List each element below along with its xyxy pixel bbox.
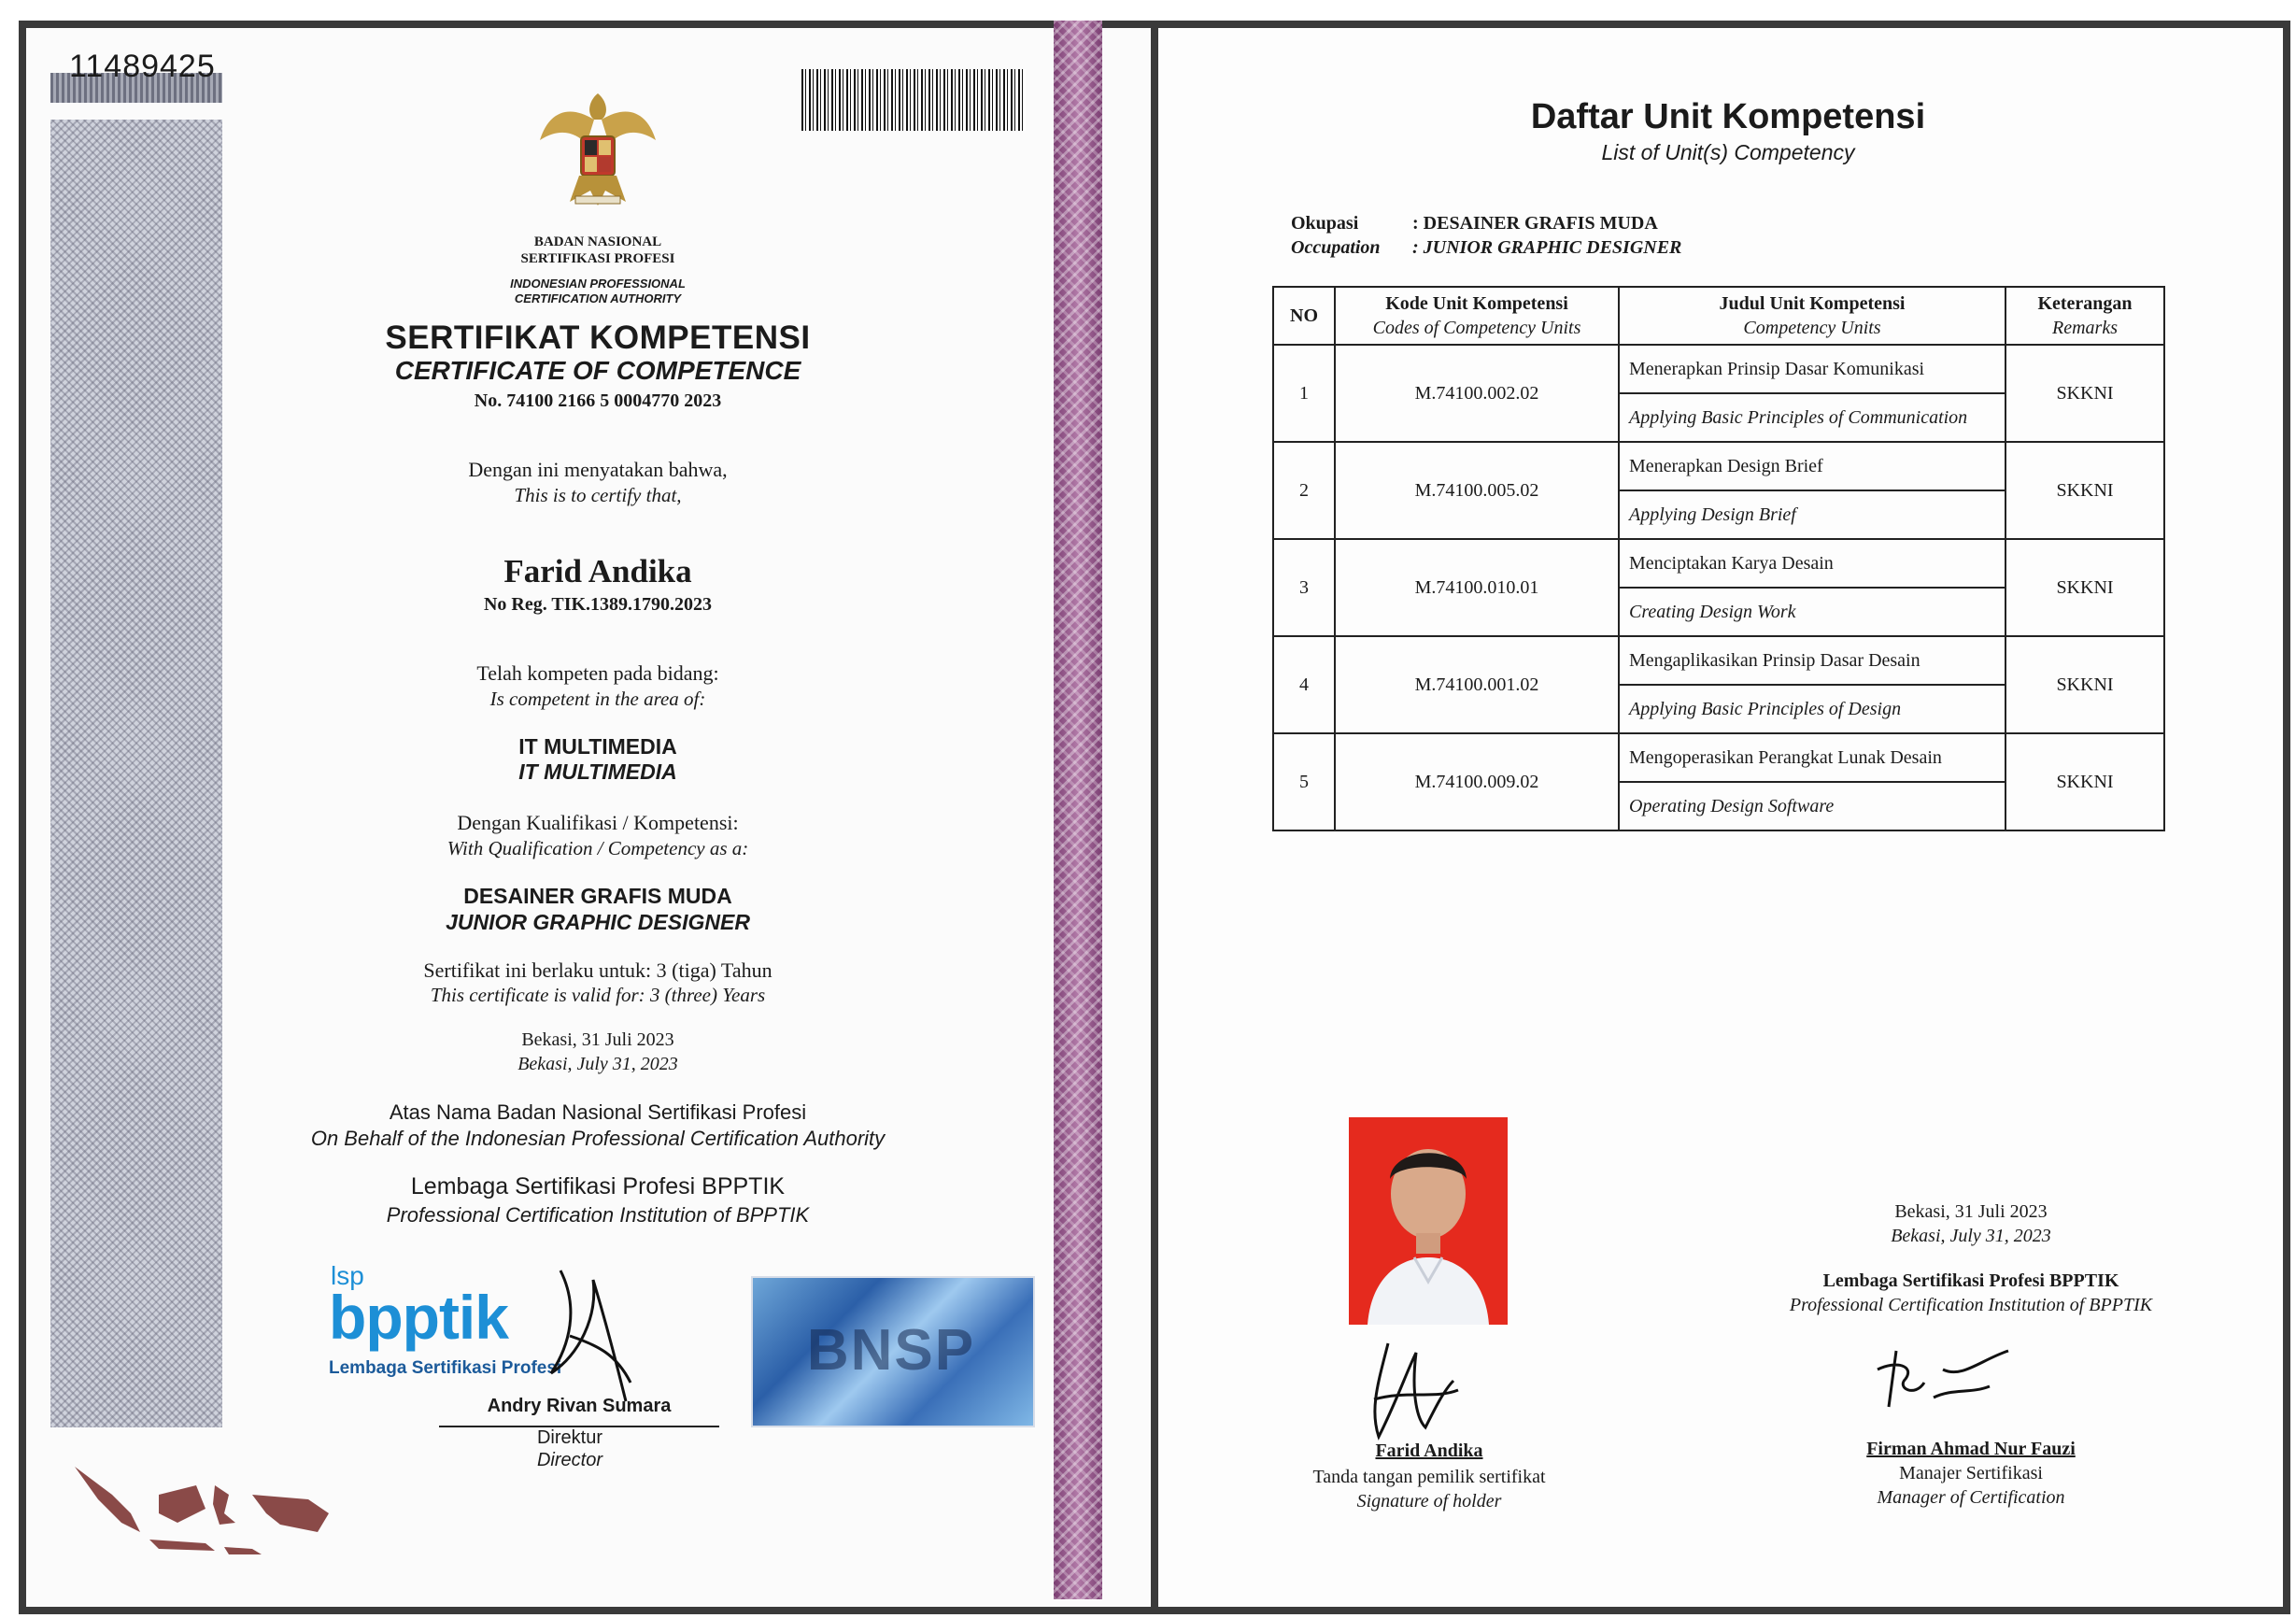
table-row [1273, 539, 2164, 588]
holder-signature-name: Farid Andika [1375, 1441, 1483, 1461]
table-header-row [1273, 287, 2164, 345]
row-title: Mengoperasikan Perangkat Lunak Desain [1619, 733, 2005, 782]
list-issue-date: Bekasi, 31 Juli 2023 [1894, 1201, 2048, 1222]
certificate-title-en: CERTIFICATE OF COMPETENCE [394, 356, 801, 385]
indonesia-map-icon [65, 1457, 336, 1560]
competency-list-title: Daftar Unit Kompetensi [1530, 97, 1926, 136]
occupation-label-en: Occupation [1291, 237, 1381, 258]
certify-text: Dengan ini menyatakan bahwa, [468, 458, 728, 481]
row-title: Menerapkan Design Brief [1619, 442, 2005, 490]
occupation-value: : DESAINER GRAFIS MUDA [1412, 213, 1658, 234]
lsp-logo-prefix: lsp [331, 1261, 364, 1290]
qualification-label-en: With Qualification / Competency as a: [446, 837, 749, 859]
table-row [1273, 442, 2164, 490]
competent-text-en: Is competent in the area of: [489, 688, 706, 710]
holder-photo [1349, 1117, 1508, 1325]
lsp-name: Lembaga Sertifikasi Profesi BPPTIK [410, 1173, 786, 1199]
security-guilloche-strip [50, 120, 222, 1427]
competency-units-table [1272, 286, 2165, 831]
row-title: Menciptakan Karya Desain [1619, 539, 2005, 588]
row-code: M.74100.010.01 [1335, 539, 1619, 636]
certificate-title: SERTIFIKAT KOMPETENSI [385, 319, 811, 356]
certify-text-en: This is to certify that, [514, 484, 682, 506]
list-issue-date-en: Bekasi, July 31, 2023 [1891, 1226, 2051, 1246]
agency-name-en: INDONESIAN PROFESSIONAL CERTIFICATION AUTHORITY [510, 277, 686, 305]
row-remarks: SKKNI [2005, 733, 2164, 830]
occupation-value-en: : JUNIOR GRAPHIC DESIGNER [1412, 237, 1682, 258]
manager-name: Firman Ahmad Nur Fauzi [1866, 1439, 2076, 1459]
row-code: M.74100.005.02 [1335, 442, 1619, 539]
table-row [1273, 345, 2164, 393]
serial-number: 11489425 [69, 49, 216, 84]
row-title-en: Operating Design Software [1619, 782, 2005, 830]
validity-text: Sertifikat ini berlaku untuk: 3 (tiga) Tahun [423, 958, 772, 982]
row-no: 5 [1273, 733, 1335, 830]
row-code: M.74100.002.02 [1335, 345, 1619, 442]
hologram-text: BNSP [806, 1318, 976, 1383]
header-title: Judul Unit Kompetensi Competency Units [1619, 287, 2005, 345]
holder-name: Farid Andika [503, 553, 692, 589]
row-remarks: SKKNI [2005, 442, 2164, 539]
certificate-number: No. 74100 2166 5 0004770 2023 [474, 390, 722, 411]
qualification-label: Dengan Kualifikasi / Kompetensi: [457, 811, 739, 834]
person-portrait-icon [1349, 1117, 1508, 1325]
director-name: Andry Rivan Sumara [487, 1396, 672, 1416]
row-code: M.74100.009.02 [1335, 733, 1619, 830]
row-remarks: SKKNI [2005, 636, 2164, 733]
row-title: Menerapkan Prinsip Dasar Komunikasi [1619, 345, 2005, 393]
competency-list-title-en: List of Unit(s) Competency [1601, 140, 1855, 164]
competent-text: Telah kompeten pada bidang: [476, 661, 719, 685]
director-title: Direktur [536, 1427, 602, 1448]
row-no: 4 [1273, 636, 1335, 733]
competency-field: IT MULTIMEDIA [518, 734, 677, 759]
on-behalf-text-en: On Behalf of the Indonesian Professional Certification Authority [310, 1127, 886, 1150]
on-behalf-text: Atas Nama Badan Nasional Sertifikasi Profesi [389, 1100, 807, 1124]
header-code: Kode Unit Kompetensi Codes of Competency Units [1335, 287, 1619, 345]
manager-title-en: Manager of Certification [1877, 1487, 2065, 1508]
row-no: 3 [1273, 539, 1335, 636]
manager-signature-icon [1868, 1341, 2018, 1426]
bpptik-logo: bpptik [329, 1283, 508, 1352]
row-title-en: Creating Design Work [1619, 588, 2005, 636]
competency-field-en: IT MULTIMEDIA [518, 759, 677, 784]
header-remarks: Keterangan Remarks [2005, 287, 2164, 345]
bpptik-logo-caption: Lembaga Sertifikasi Profesi [329, 1358, 562, 1378]
row-title-en: Applying Basic Principles of Communication [1619, 393, 2005, 442]
holder-signature-caption-en: Signature of holder [1356, 1491, 1502, 1512]
security-side-band [1054, 21, 1102, 1599]
qualification-title: DESAINER GRAFIS MUDA [463, 884, 732, 908]
occupation-label: Okupasi [1291, 213, 1359, 234]
table-row [1273, 733, 2164, 782]
issue-date-en: Bekasi, July 31, 2023 [517, 1054, 678, 1074]
list-lsp-name: Lembaga Sertifikasi Profesi BPPTIK [1822, 1270, 2119, 1291]
qualification-title-en: JUNIOR GRAPHIC DESIGNER [446, 910, 750, 934]
holder-signature-caption: Tanda tangan pemilik sertifikat [1312, 1467, 1546, 1487]
row-remarks: SKKNI [2005, 345, 2164, 442]
table-row [1273, 636, 2164, 685]
row-title: Mengaplikasikan Prinsip Dasar Desain [1619, 636, 2005, 685]
garuda-emblem-icon [532, 82, 663, 213]
validity-text-en: This certificate is valid for: 3 (three) Years [430, 984, 766, 1006]
row-title-en: Applying Basic Principles of Design [1619, 685, 2005, 733]
director-title-en: Director [536, 1450, 602, 1470]
row-no: 2 [1273, 442, 1335, 539]
registration-number: No Reg. TIK.1389.1790.2023 [483, 594, 713, 615]
row-remarks: SKKNI [2005, 539, 2164, 636]
row-no: 1 [1273, 345, 1335, 442]
header-no: NO [1273, 287, 1335, 345]
holder-signature-icon [1360, 1334, 1463, 1446]
row-title-en: Applying Design Brief [1619, 490, 2005, 539]
row-code: M.74100.001.02 [1335, 636, 1619, 733]
list-lsp-name-en: Professional Certification Institution of BPPTIK [1789, 1295, 2153, 1315]
agency-name-id: BADAN NASIONAL SERTIFIKASI PROFESI [520, 234, 675, 266]
lsp-name-en: Professional Certification Institution of BPPTIK [386, 1203, 810, 1227]
issue-date: Bekasi, 31 Juli 2023 [521, 1029, 674, 1050]
barcode-image [801, 69, 1026, 131]
manager-title: Manajer Sertifikasi [1899, 1463, 2043, 1483]
